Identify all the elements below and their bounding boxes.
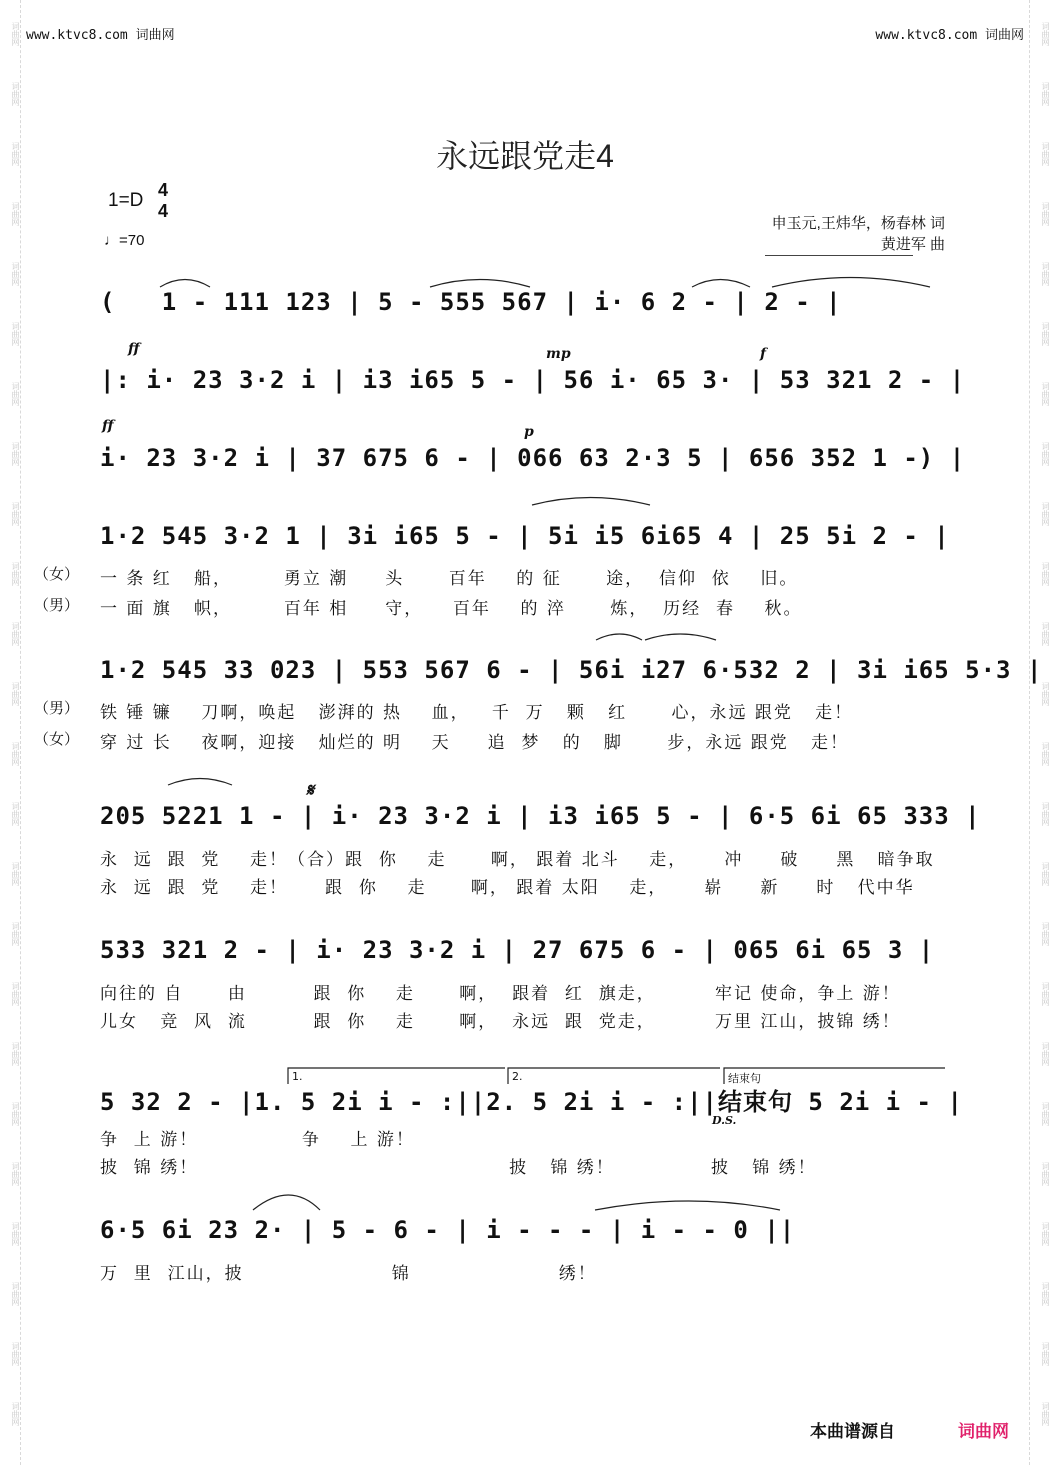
watermark-stamp: 词曲网 bbox=[1041, 922, 1050, 946]
site-header-right[interactable]: www.ktvc8.com 词曲网 bbox=[875, 28, 1024, 43]
watermark-stamp: 词曲网 bbox=[1041, 262, 1050, 286]
watermark-stamp: 词曲网 bbox=[11, 1222, 20, 1246]
key-signature: 1=D bbox=[108, 190, 144, 211]
watermark-stamp: 词曲网 bbox=[11, 1342, 20, 1366]
lyric-line: 穿 过 长 夜啊，迎接 灿烂的 明 天 追 梦 的 脚 步，永远 跟党 走！ bbox=[100, 733, 849, 753]
watermark-stamp: 词曲网 bbox=[1041, 742, 1050, 766]
watermark-stamp: 词曲网 bbox=[1041, 382, 1050, 406]
lyric-line: 一 面 旗 帜， 百年 相 守， 百年 的 淬 炼， 历经 春 秋。 bbox=[100, 599, 803, 619]
watermark-stamp: 词曲网 bbox=[1041, 22, 1050, 46]
time-signature-bottom: 4 bbox=[158, 201, 169, 221]
watermark-stamp: 词曲网 bbox=[11, 922, 20, 946]
watermark-stamp: 词曲网 bbox=[11, 142, 20, 166]
watermark-stamp: 词曲网 bbox=[11, 82, 20, 106]
footer-source-label: 本曲谱源自 bbox=[810, 1422, 895, 1442]
lyric-line: 儿女 竞 风 流 跟 你 走 啊， 永远 跟 党走， 万里 江山，披锦 绣！ bbox=[100, 1012, 901, 1032]
watermark-stamp: 词曲网 bbox=[11, 622, 20, 646]
segno-icon: 𝄋 bbox=[306, 780, 314, 801]
system-2-notes: |: i· 23 3·2 i | i3 i65 5 - | 56 i· 65 3· | 53 321 2 - | bbox=[100, 366, 966, 394]
watermark-stamp: 词曲网 bbox=[11, 382, 20, 406]
system-7-notes: 533 321 2 - | i· 23 3·2 i | 27 675 6 - | 065 6i 65 3 | bbox=[100, 936, 935, 964]
watermark-stamp: 词曲网 bbox=[1041, 682, 1050, 706]
system-5-notes: 1·2 545 33 023 | 553 567 6 - | 56i i27 6·532 2 | 3i i65 5·3 | bbox=[100, 656, 1043, 684]
footer-source-link[interactable]: 词曲网 bbox=[958, 1422, 1009, 1442]
slur-mark bbox=[596, 634, 642, 640]
volta-bracket-2 bbox=[508, 1068, 720, 1084]
watermark-stamp: 词曲网 bbox=[11, 1402, 20, 1426]
lyricist-credit: 申玉元,王炜华，杨春林 词 bbox=[771, 215, 945, 232]
slur-mark bbox=[168, 779, 232, 786]
watermark-stamp: 词曲网 bbox=[11, 562, 20, 586]
watermark-stamp: 词曲网 bbox=[11, 22, 20, 46]
watermark-stamp: 词曲网 bbox=[1041, 1342, 1050, 1366]
watermark-stamp: 词曲网 bbox=[11, 802, 20, 826]
system-3-notes: i· 23 3·2 i | 37 675 6 - | 066 63 2·3 5 | 656 352 1 -) | bbox=[100, 444, 966, 472]
voice-label: （男） bbox=[34, 596, 80, 614]
dynamic-mp: mp bbox=[546, 346, 571, 362]
slur-mark bbox=[532, 498, 650, 506]
system-8-notes: 5 32 2 - |1. 5 2i i - :||2. 5 2i i - :||结束句 5 2i i - | bbox=[100, 1088, 963, 1116]
system-6-notes: 205 5221 1 - | i· 23 3·2 i | i3 i65 5 - | 6·5 6i 65 333 | bbox=[100, 802, 981, 830]
time-signature-top: 4 bbox=[158, 180, 169, 200]
lyric-line: 争 上 游！ 争 上 游！ bbox=[100, 1130, 415, 1150]
site-header-left[interactable]: www.ktvc8.com 词曲网 bbox=[26, 28, 175, 43]
voice-label: （男） bbox=[34, 699, 80, 717]
watermark-stamp: 词曲网 bbox=[11, 862, 20, 886]
lyric-line: 向往的 自 由 跟 你 走 啊， 跟着 红 旗走， 牢记 使命，争上 游！ bbox=[100, 984, 901, 1004]
watermark-stamp: 词曲网 bbox=[11, 1042, 20, 1066]
coda-bracket bbox=[724, 1068, 945, 1084]
dynamic-f: f bbox=[760, 346, 767, 362]
volta-bracket-1 bbox=[288, 1068, 505, 1084]
volta-1-label: 1. bbox=[292, 1070, 303, 1083]
dynamic-ff: ff bbox=[128, 341, 140, 357]
quarter-note-icon: ♩ bbox=[104, 232, 119, 249]
watermark-stamp: 词曲网 bbox=[1041, 1222, 1050, 1246]
watermark-stamp: 词曲网 bbox=[11, 1282, 20, 1306]
dynamic-p: p bbox=[524, 424, 534, 440]
watermark-stamp: 词曲网 bbox=[1041, 622, 1050, 646]
watermark-stamp: 词曲网 bbox=[11, 982, 20, 1006]
coda-label: 结束句 bbox=[728, 1072, 761, 1085]
watermark-stamp: 词曲网 bbox=[1041, 1402, 1050, 1426]
lyric-line: 永 远 跟 党 走！ 跟 你 走 啊， 跟着 太阳 走， 崭 新 时 代中华 bbox=[100, 878, 915, 898]
voice-label: （女） bbox=[34, 730, 80, 748]
watermark-stamp: 词曲网 bbox=[1041, 442, 1050, 466]
slur-mark bbox=[160, 280, 210, 288]
slur-mark bbox=[772, 278, 930, 288]
lyric-line: 永 远 跟 党 走！（合）跟 你 走 啊， 跟着 北斗 走， 冲 破 黑 暗争取 bbox=[100, 850, 935, 870]
lyric-line: 铁 锤 镰 刀啊，唤起 澎湃的 热 血， 千 万 颗 红 心，永远 跟党 走！ bbox=[100, 703, 854, 723]
system-4-notes: 1·2 545 3·2 1 | 3i i65 5 - | 5i i5 6i65 4 | 25 5i 2 - | bbox=[100, 522, 950, 550]
watermark-stamp: 词曲网 bbox=[1041, 982, 1050, 1006]
watermark-stamp: 词曲网 bbox=[1041, 502, 1050, 526]
watermark-stamp: 词曲网 bbox=[11, 202, 20, 226]
watermark-stamp: 词曲网 bbox=[1041, 322, 1050, 346]
tempo-value: =70 bbox=[119, 232, 145, 249]
watermark-stamp: 词曲网 bbox=[11, 262, 20, 286]
voice-label: （女） bbox=[34, 565, 80, 583]
watermark-stamp: 词曲网 bbox=[11, 442, 20, 466]
slur-mark bbox=[645, 634, 716, 640]
volta-2-label: 2. bbox=[512, 1070, 523, 1083]
watermark-stamp: 词曲网 bbox=[1041, 862, 1050, 886]
lyric-line: 万 里 江山，披 锦 绣！ bbox=[100, 1264, 597, 1284]
ds-marking: D.S. bbox=[712, 1114, 737, 1127]
watermark-stamp: 词曲网 bbox=[1041, 1102, 1050, 1126]
composer-credit: 黄进军 曲 bbox=[880, 236, 945, 253]
watermark-stamp: 词曲网 bbox=[11, 742, 20, 766]
watermark-stamp: 词曲网 bbox=[11, 1162, 20, 1186]
song-title: 永远跟党走4 bbox=[436, 138, 614, 174]
lyric-line: 披 锦 绣！ 披 锦 绣！ 披 锦 绣！ bbox=[100, 1158, 817, 1178]
watermark-stamp: 词曲网 bbox=[11, 1102, 20, 1126]
slur-mark bbox=[692, 280, 750, 288]
watermark-stamp: 词曲网 bbox=[1041, 1162, 1050, 1186]
system-1-notes: ( 1 - 111 123 | 5 - 555 567 | i· 6 2 - | 2 - | bbox=[100, 288, 842, 316]
watermark-stamp: 词曲网 bbox=[11, 322, 20, 346]
slur-mark bbox=[595, 1201, 780, 1210]
watermark-stamp: 词曲网 bbox=[11, 682, 20, 706]
watermark-stamp: 词曲网 bbox=[1041, 1282, 1050, 1306]
slur-mark bbox=[253, 1195, 320, 1210]
watermark-stamp: 词曲网 bbox=[1041, 82, 1050, 106]
watermark-stamp: 词曲网 bbox=[1041, 1042, 1050, 1066]
watermark-stamp: 词曲网 bbox=[11, 502, 20, 526]
system-9-notes: 6·5 6i 23 2· | 5 - 6 - | i - - - | i - - 0 || bbox=[100, 1216, 796, 1244]
watermark-stamp: 词曲网 bbox=[1041, 142, 1050, 166]
watermark-stamp: 词曲网 bbox=[1041, 202, 1050, 226]
watermark-stamp: 词曲网 bbox=[1041, 562, 1050, 586]
watermark-stamp: 词曲网 bbox=[1041, 802, 1050, 826]
dynamic-ff: ff bbox=[102, 418, 114, 434]
lyric-line: 一 条 红 船， 勇立 潮 头 百年 的 征 途， 信仰 依 旧。 bbox=[100, 569, 799, 589]
slur-mark bbox=[430, 280, 530, 288]
